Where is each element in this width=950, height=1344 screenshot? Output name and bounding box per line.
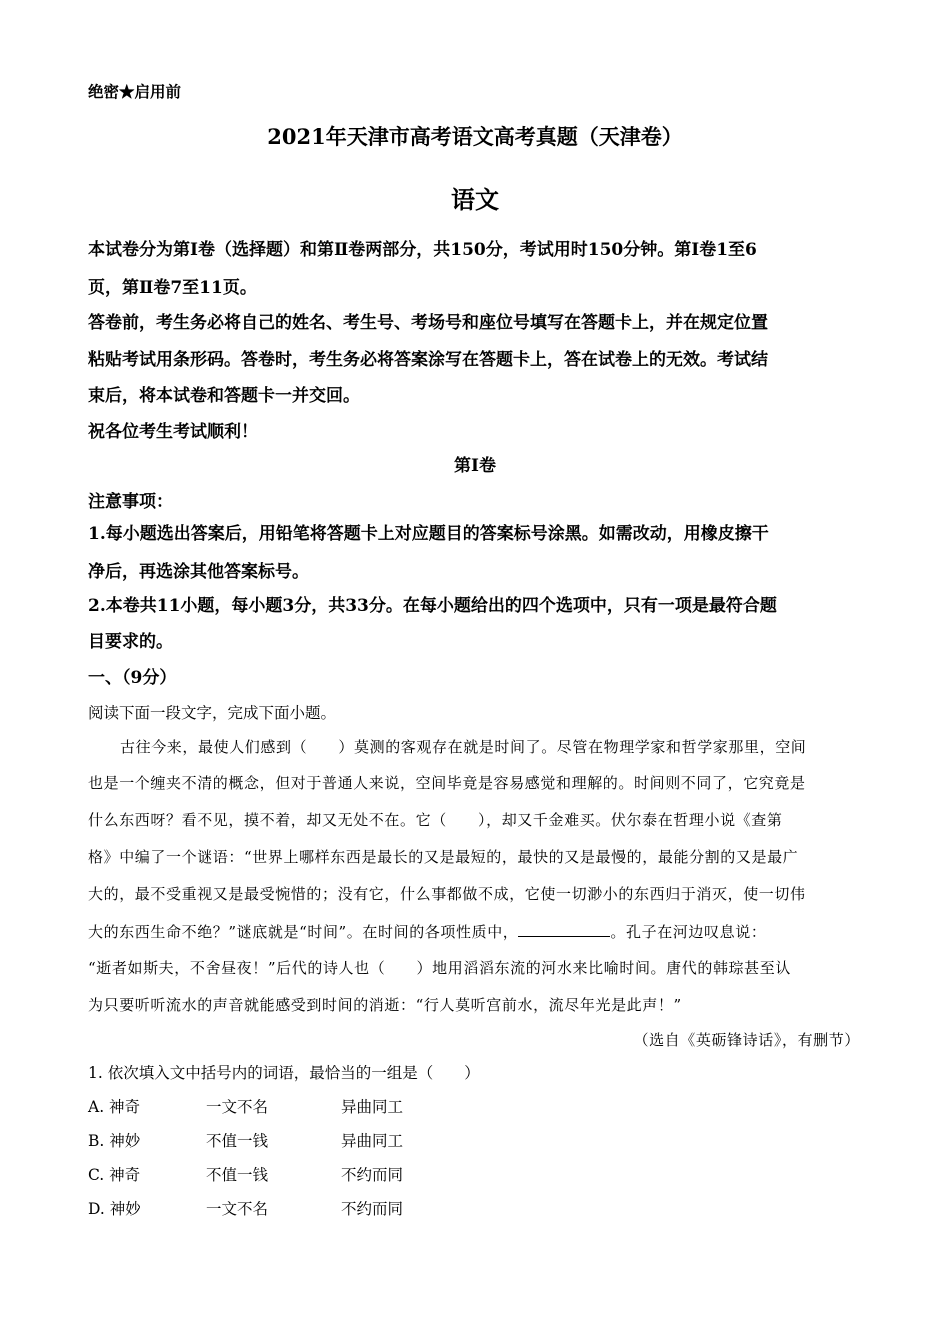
passage-line: 大的，最不受重视又是最受惋惜的；没有它，什么事都做不成，它使一切渺小的东西归于消灭，使一切伟 (88, 885, 806, 903)
passage-line: 也是一个缠夹不清的概念，但对于普通人来说，空间毕竟是容易感觉和理解的。时间则不同了，它究竟是 (88, 774, 806, 792)
option-word: 一文不名 (206, 1098, 269, 1116)
reading-instruction: 阅读下面一段文字，完成下面小题。 (88, 704, 337, 722)
good-luck-line: 祝各位考生考试顺利！ (88, 422, 258, 442)
confidential-label: 绝密★启用前 (88, 82, 182, 101)
option-word: 不值一钱 (206, 1166, 269, 1184)
notes-label: 注意事项： (88, 492, 173, 512)
question-stem: 1. 依次填入文中括号内的词语，最恰当的一组是（ ） (88, 1064, 480, 1082)
fill-in-blank (518, 924, 610, 937)
passage-text: 。孔子在河边叹息说： (610, 923, 767, 941)
section-heading: 第Ⅰ卷 (454, 456, 496, 476)
note-line: 净后，再选涂其他答案标号。 (88, 562, 309, 582)
intro-line: 本试卷分为第Ⅰ卷（选择题）和第Ⅱ卷两部分，共150分，考试用时150分钟。第Ⅰ卷1至6 (88, 240, 757, 260)
passage-line: 什么东西呀？看不见，摸不着，却又无处不在。它（ ），却又千金难买。伏尔泰在哲理小说《查第 (88, 811, 783, 829)
intro-line: 答卷前，考生务必将自己的姓名、考生号、考场号和座位号填写在答题卡上，并在规定位置 (88, 313, 768, 333)
intro-line: 束后，将本试卷和答题卡一并交回。 (88, 386, 360, 406)
passage-line: 格》中编了一个谜语：“世界上哪样东西是最长的又是最短的，最快的又是最慢的，最能分割的又是最广 (88, 848, 799, 866)
option-word: 不约而同 (341, 1200, 404, 1218)
passage-text: 大的东西生命不绝？”谜底就是“时间”。在时间的各项性质中， (88, 923, 519, 941)
note-line: 1.每小题选出答案后，用铅笔将答题卡上对应题目的答案标号涂黑。如需改动，用橡皮擦干 (88, 524, 769, 544)
option-word: D. 神妙 (88, 1200, 141, 1218)
note-line: 2.本卷共11小题，每小题3分，共33分。在每小题给出的四个选项中，只有一项是最符合题 (88, 596, 777, 616)
exam-title: 2021年天津市高考语文高考真题（天津卷） (267, 124, 683, 149)
passage-source: （选自《英砺锋诗话》，有删节） (633, 1031, 860, 1049)
intro-line: 粘贴考试用条形码。答卷时，考生务必将答案涂写在答题卡上，答在试卷上的无效。考试结 (88, 350, 768, 370)
passage-line: 为只要听听流水的声音就能感受到时间的消逝：“行人莫听宫前水，流尽年光是此声！” (88, 996, 682, 1014)
subject-heading: 语文 (451, 185, 499, 214)
option-word: 异曲同工 (341, 1098, 404, 1116)
intro-line: 页，第Ⅱ卷7至11页。 (88, 278, 257, 298)
option-word: B. 神妙 (88, 1132, 141, 1150)
option-word: C. 神奇 (88, 1166, 141, 1184)
option-word: 一文不名 (206, 1200, 269, 1218)
passage-line: 古往今来，最使人们感到（ ）莫测的客观存在就是时间了。尽管在物理学家和哲学家那里，空间 (120, 738, 807, 756)
option-word: A. 神奇 (88, 1098, 141, 1116)
option-word: 异曲同工 (341, 1132, 404, 1150)
passage-line: “逝者如斯夫，不舍昼夜！”后代的诗人也（ ）地用滔滔东流的河水来比喻时间。唐代的韩琮甚至认 (88, 959, 791, 977)
passage-line (88, 924, 766, 940)
part-heading: 一、（9分） (88, 668, 177, 688)
option-word: 不约而同 (341, 1166, 404, 1184)
option-word: 不值一钱 (206, 1132, 269, 1150)
note-line: 目要求的。 (88, 632, 173, 652)
